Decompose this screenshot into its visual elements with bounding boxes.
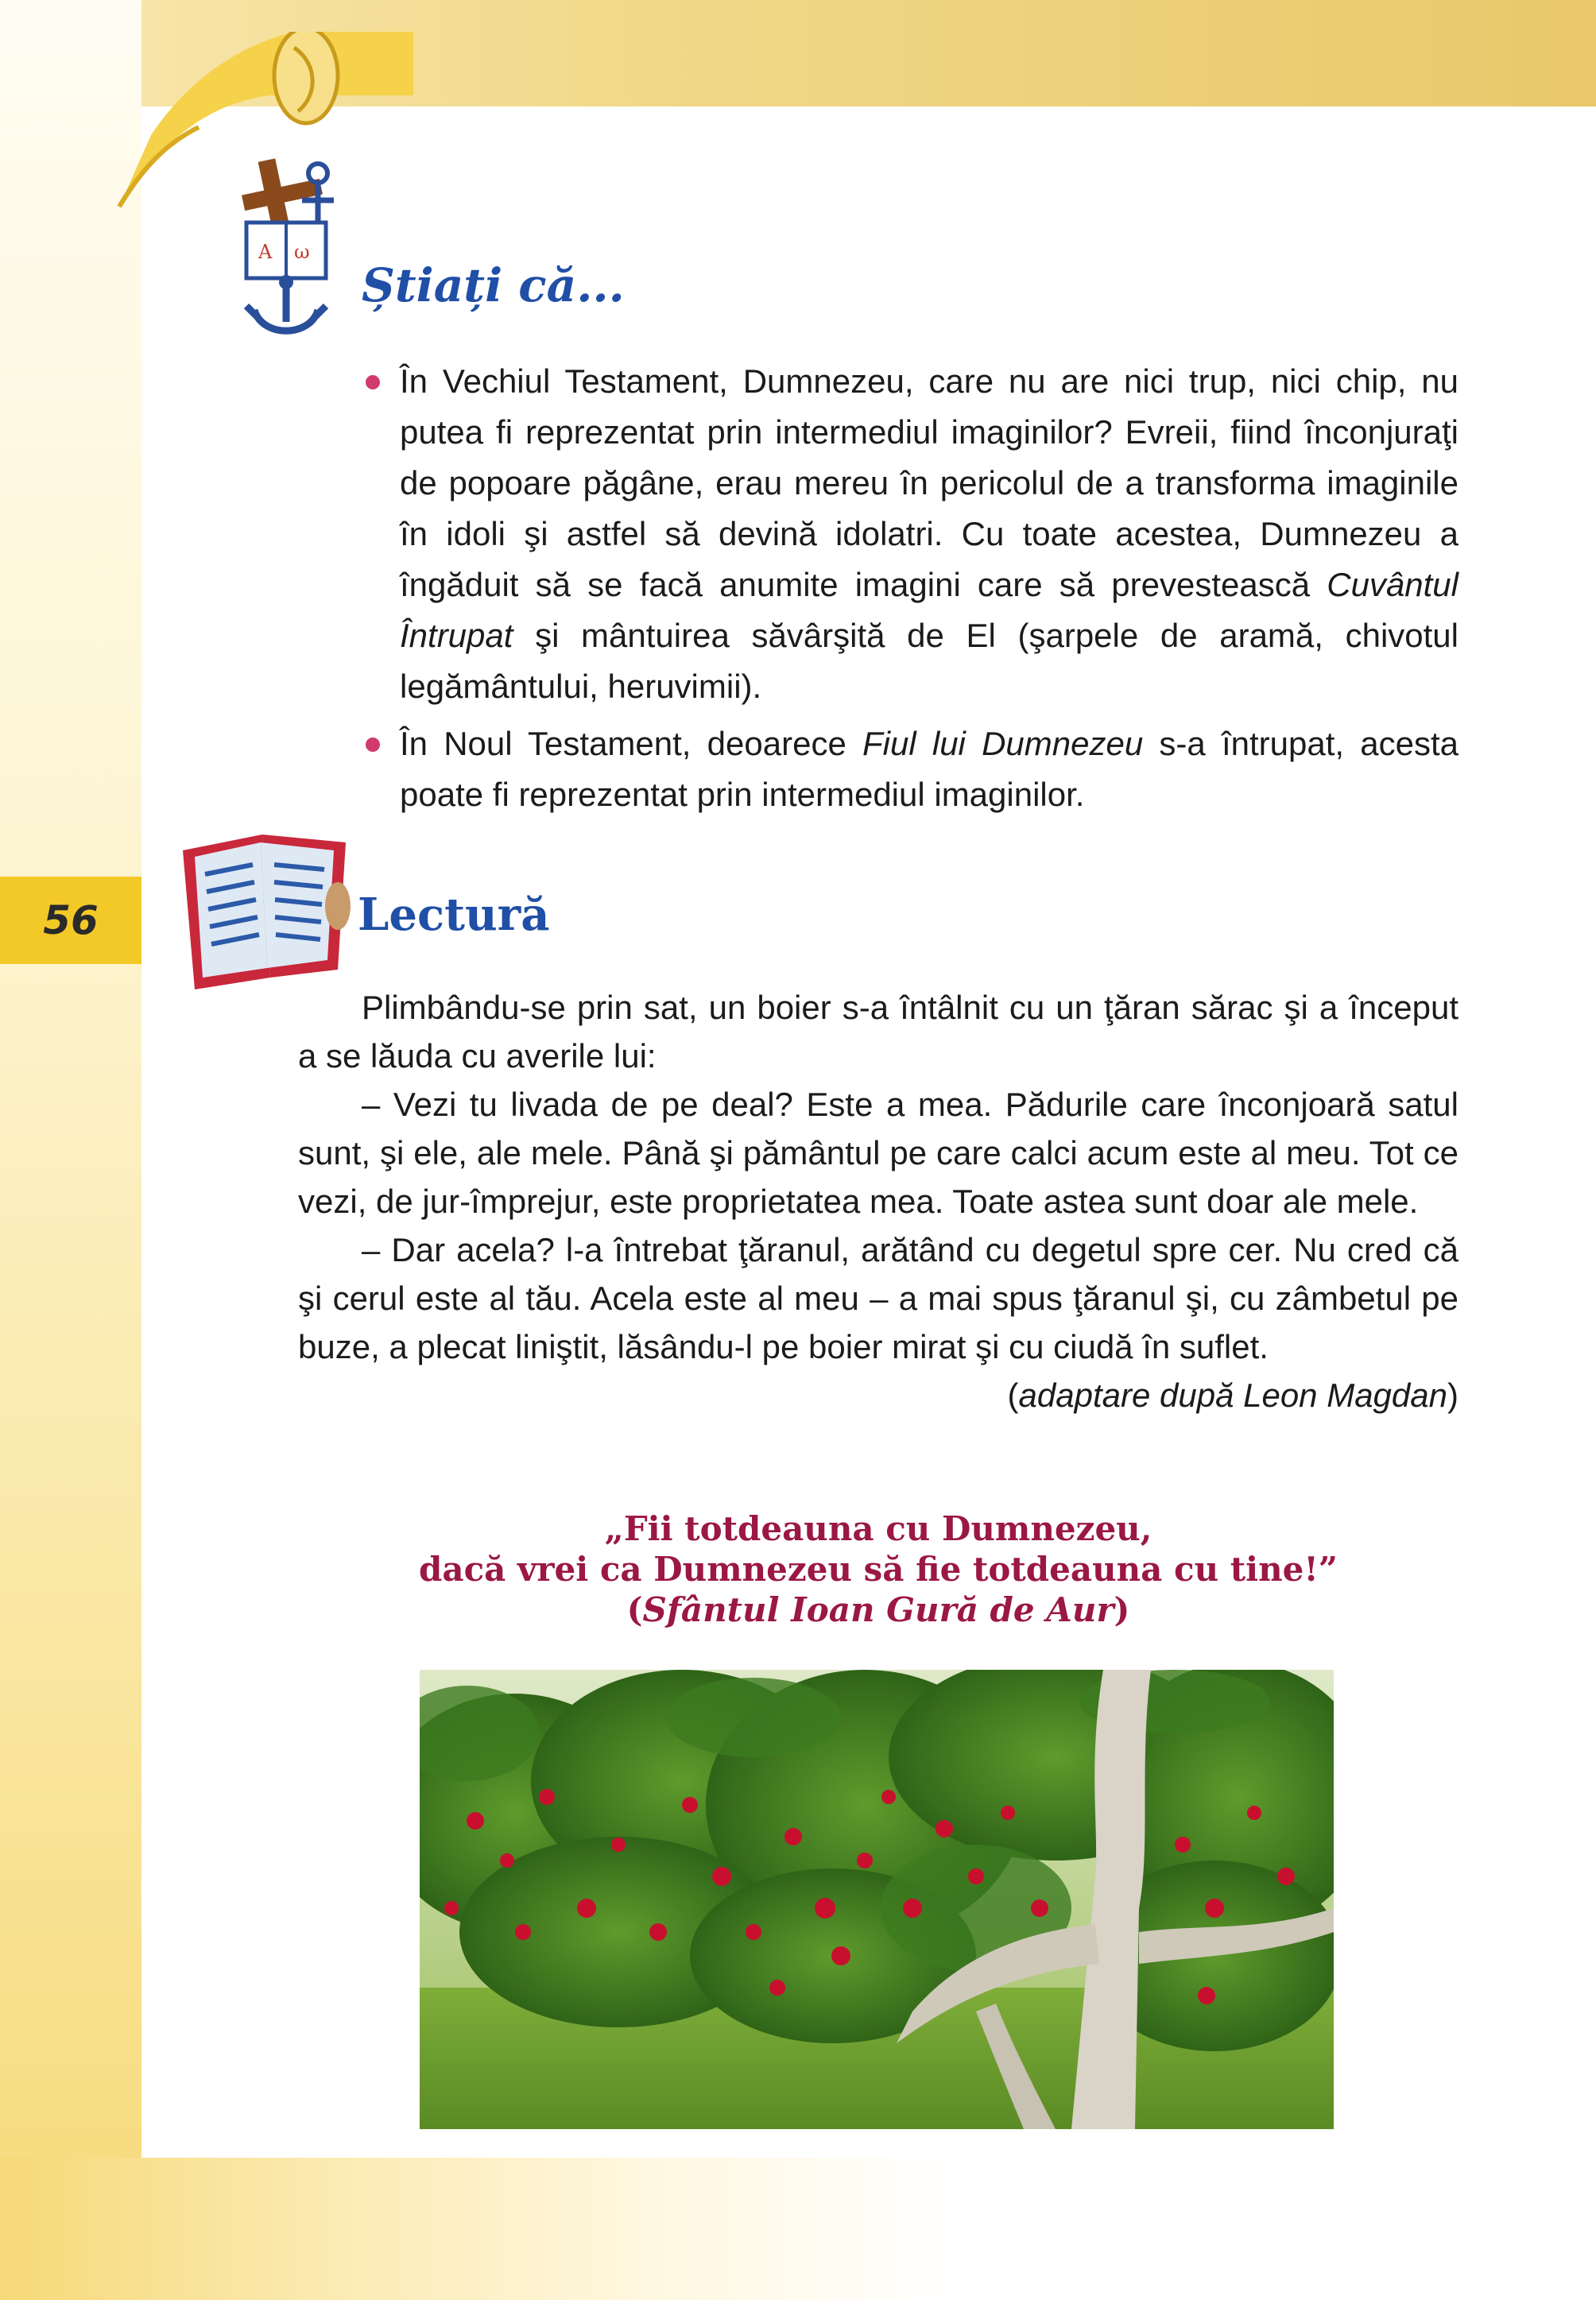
lectura-section-title: Lectură (358, 889, 550, 941)
bullet-emphasis: Cuvântul Întrupat (400, 566, 1458, 654)
story-source (298, 1371, 1458, 1419)
attribution-paren: ) (1114, 1590, 1130, 1629)
page-number: 56 (43, 897, 99, 943)
story-paragraph: Plimbându-se prin sat, un boier s-a întâlnit cu un ţăran sărac şi a început a se lăuda cu averile lui: (298, 989, 1458, 1074)
cross-anchor-book-icon (223, 151, 350, 342)
svg-text:A: A (258, 241, 273, 263)
bullet-text: şi mântuirea săvârşită de El (şarpele de aramă, chivotul legământului, heruvimii). (400, 617, 1458, 705)
svg-text:ω: ω (294, 241, 310, 263)
quote-line: dacă vrei ca Dumnezeu să fie totdeauna cu tine!” (419, 1550, 1338, 1589)
story-paragraph: – Vezi tu livada de pe deal? Este a mea. Pădurile care înconjoară satul sunt, şi ele, ale mele. Până şi pământul pe care calci acum este al meu. Tot ce vezi, de jur-împrejur, este proprietatea mea. Toate astea sunt doar ale mele. (298, 1086, 1458, 1220)
left-decor-band (0, 0, 141, 2300)
bullet-dot-icon (366, 738, 380, 752)
attribution-paren: ( (626, 1590, 643, 1629)
bullet-dot-icon (366, 375, 380, 389)
source-text: adaptare după Leon Magdan (1018, 1377, 1447, 1414)
source-paren: ) (1447, 1377, 1458, 1414)
lectura-story (298, 983, 1458, 1419)
stiati-section-title: Știați că... (362, 258, 625, 312)
bullet-text: s-a întrupat, acesta poate fi reprezentat prin intermediul imaginilor. (400, 725, 1458, 813)
story-paragraph: – Dar acela? l-a întrebat ţăranul, arătând cu degetul spre cer. Nu cred că şi cerul este al tău. Acela este al meu – a mai spus ţăranul şi, cu zâmbetul pe buze, a plecat liniştit, lăsându-l pe boier mirat şi cu ciudă în suflet. (298, 1231, 1458, 1365)
apple-orchard-photo (420, 1670, 1334, 2129)
bullet-emphasis: Fiul lui Dumnezeu (862, 725, 1144, 762)
stiati-bullet-item (358, 718, 1458, 820)
saint-quote (298, 1508, 1458, 1630)
bullet-text: În Vechiul Testament, Dumnezeu, care nu are nici trup, nici chip, nu putea fi reprezentat prin intermediul imaginilor? Evreii, fiind înconjuraţi de popoare păgâne, erau mereu în pericolul de a transforma imaginile în idoli şi astfel să devină idolatri. Cu toate acestea, Dumnezeu a îngăduit să se facă anumite imagini care să prevestească (400, 362, 1458, 603)
open-book-icon (175, 819, 358, 993)
bullet-text: În Noul Testament, deoarece (400, 725, 862, 762)
stiati-bullet-list (358, 356, 1458, 827)
stiati-bullet-item (358, 356, 1458, 712)
bottom-decor-band (0, 2158, 1596, 2300)
quote-attribution (298, 1589, 1458, 1630)
attribution-name: Sfântul Ioan Gură de Aur (642, 1590, 1114, 1629)
source-paren: ( (1007, 1377, 1019, 1414)
quote-line: „Fii totdeauna cu Dumnezeu, (604, 1509, 1152, 1548)
